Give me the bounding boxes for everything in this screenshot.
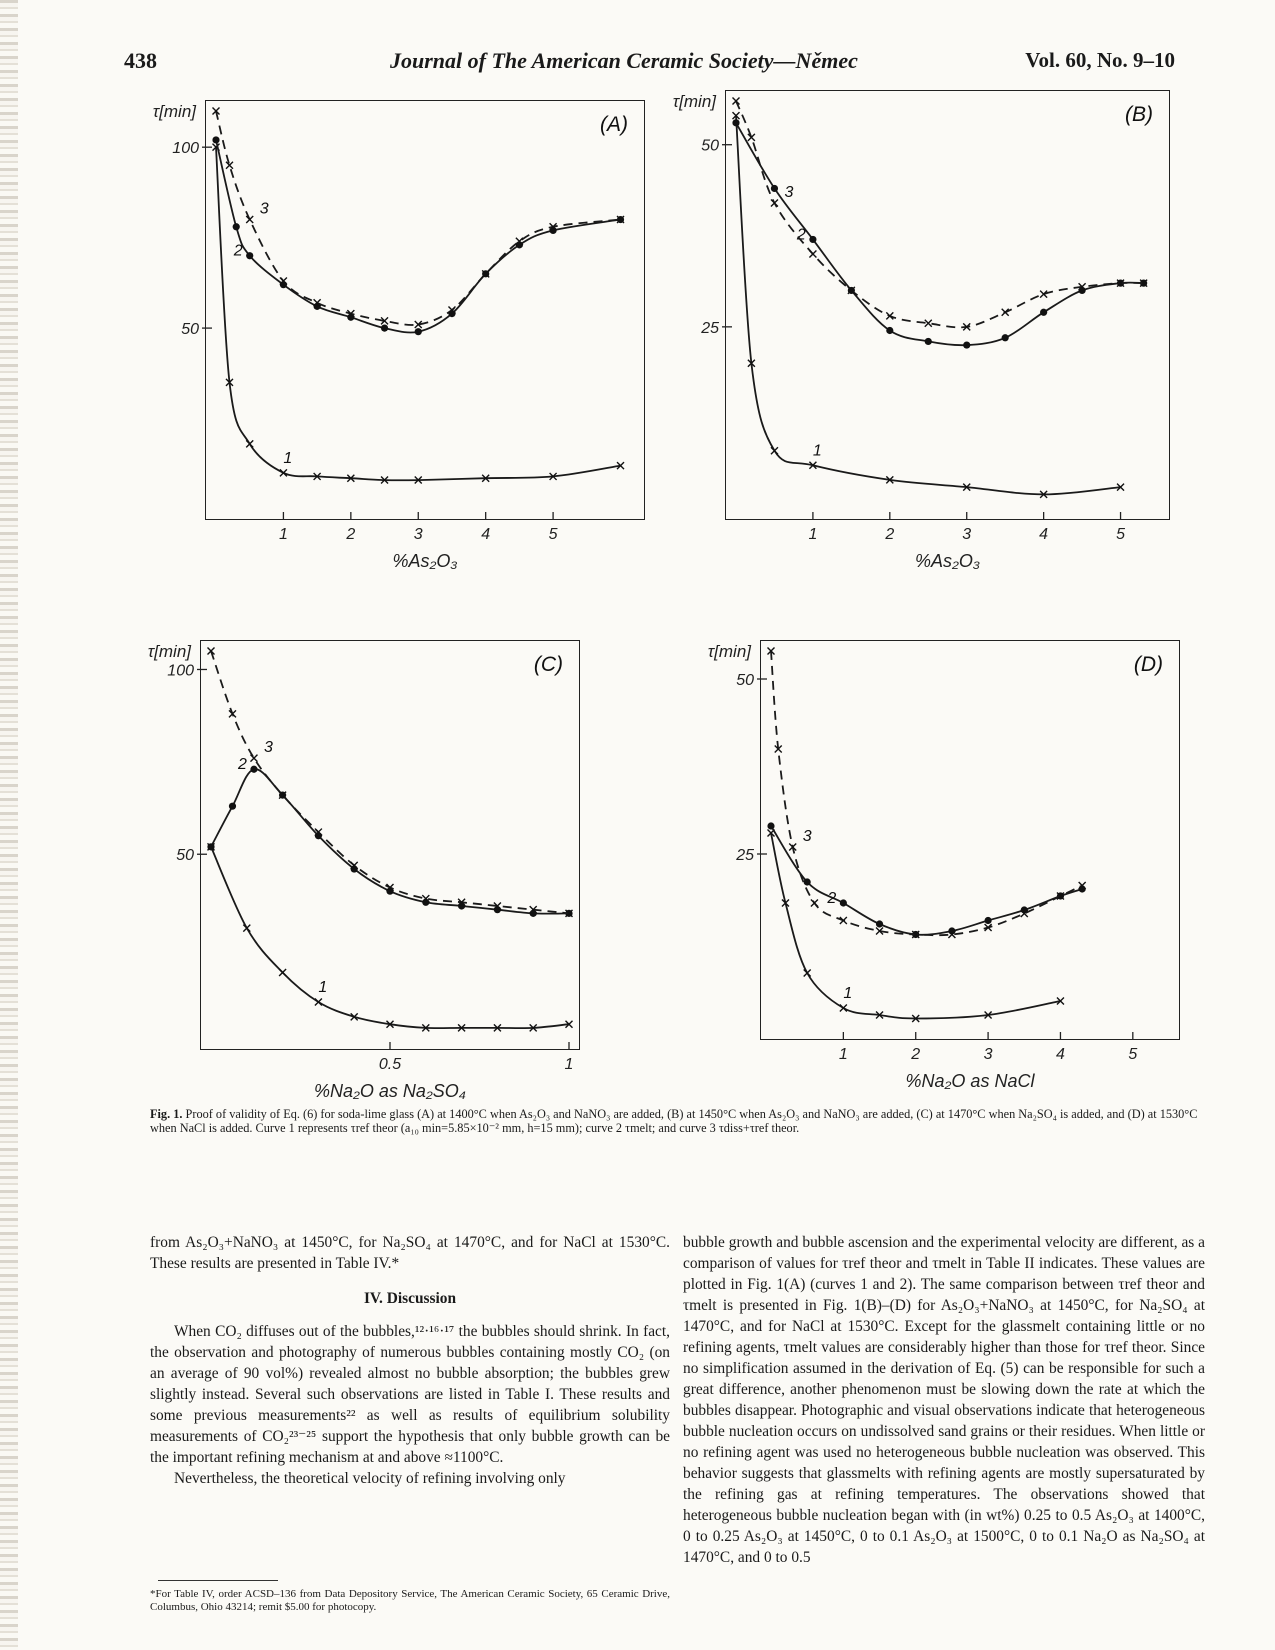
y-axis-label: τ[min] [672,92,716,111]
data-point [963,341,970,348]
data-point [771,185,778,192]
x-axis-label: %Na₂O as NaCl [905,1071,1035,1091]
page-number: 438 [124,48,157,73]
series-label-2: 2 [827,890,837,907]
data-point [351,865,358,872]
y-tick-label: 25 [736,847,754,864]
series-line-1 [736,116,1121,495]
y-axis-label: τ[min] [707,642,751,661]
scan-edge [0,0,18,1650]
x-tick-label: 5 [548,526,558,543]
x-tick-label: 5 [1128,1046,1138,1063]
data-point [1040,309,1047,316]
data-point [925,320,932,327]
series-line-3 [771,651,1082,935]
series-line-1 [211,847,569,1028]
series-line-3 [211,651,569,913]
chart-svg [152,101,644,571]
series-line-1 [771,833,1061,1019]
data-point [771,447,778,454]
data-point [886,312,893,319]
data-point [1002,334,1009,341]
chart-svg [707,641,1179,1091]
data-point [516,241,523,248]
panel-label: (B) [1125,103,1153,126]
data-point [280,469,287,476]
paragraph: When CO₂ diffuses out of the bubbles,¹²·¹⁶·¹⁷ the bubbles should shrink. In fact, the observation and photography of numerous bubbles containing mostly CO₂ (on an average of 90 vol%) revealed almost no bubble absorption; the bubbles grew slightly instead. Several such observations are listed in Table I. These results and some previous measurements²² as well as results of equilibrium solubility measurements of CO₂²³⁻²⁵ support the hypothesis that only bubble growth can be the important refining mechanism at and above ≈1100°C. [150,1323,670,1466]
panel-label: (D) [1133,653,1163,676]
chart-svg [147,641,579,1101]
chart-panel-d [707,640,1180,1091]
chart-panel-b [672,90,1170,571]
series-label-1: 1 [283,449,293,467]
figure-caption [150,1107,1200,1135]
data-point [233,223,240,230]
paragraph: bubble growth and bubble ascension and the experimental velocity are different, as a comparison of values for τref theor and τmelt in Table II indicates. These values are plotted in Fig. 1(A) (curves 1 and 2). The same comparison between τref theor and τmelt is presented in Fig. 1(B)–(D) for As₂O₃+NaNO₃ at 1450°C, for Na₂SO₄ at 1470°C, and for NaCl at 1530°C. Except for the glassmelt containing little or no refining agents, τmelt values are considerably higher than those for τref theor. Since no simplification assumed in the derivation of Eq. (5) can be responsible for such a great difference, another phenomenon must be slowing down the rate at which the bubbles disappear. Photographic and visual observations indicate that heterogeneous bubble nucleation occurs on undissolved sand grains or their residues. When little or no refining agent was used no heterogeneous bubble nucleation was observed. This behavior suggests that glassmelts with refining agents are mostly supersaturated by the refining gas at refining temperatures. The observations showed that heterogeneous bubble nucleation began with (in wt%) 0.25 to 0.5 As₂O₃ at 1400°C, 0 to 0.25 As₂O₃ at 1450°C, 0 to 0.1 As₂O₃ at 1500°C, 0 to 0.1 Na₂O as Na₂SO₄ at 1470°C, and 0 to 0.5 [683,1234,1205,1566]
x-tick-label: 5 [1116,526,1125,543]
y-tick-label: 50 [176,847,194,865]
data-point [767,822,774,829]
panel-label: (A) [600,113,628,136]
x-tick-label: 1 [564,1056,574,1073]
footnote: *For Table IV, order ACSD–136 from Data Depository Service, The American Ceramic Society, 65 Ceramic Drive, Columbus, Ohio 43214; remit $5.00 for photocopy. [150,1588,670,1613]
paragraph: Nevertheless, the theoretical velocity of refining involving only [174,1470,566,1487]
data-point [207,843,214,850]
data-point [246,216,253,223]
body-column-right [683,1232,1205,1568]
x-tick-label: 0.5 [378,1056,402,1073]
footnote-rule [158,1580,278,1581]
series-label-2: 2 [233,242,243,260]
series-line-2 [771,826,1082,935]
x-tick-label: 4 [481,526,491,543]
series-line-3 [216,111,621,325]
series-label-1: 1 [318,979,328,997]
data-point [250,755,257,762]
x-tick-label: 3 [983,1046,993,1063]
y-tick-label: 100 [172,140,199,158]
x-tick-label: 4 [1039,526,1049,543]
data-point [246,440,253,447]
chart-panel-a [152,100,645,571]
data-point [925,338,932,345]
x-tick-label: 2 [911,1046,921,1063]
chart-panel-c [147,640,580,1101]
series-label-3: 3 [802,828,812,845]
series-line-2 [216,140,621,333]
paragraph: from As₂O₃+NaNO₃ at 1450°C, for Na₂SO₄ at 1470°C, and for NaCl at 1530°C. These results are presented in Table IV.* [150,1234,670,1272]
y-axis-label: τ[min] [147,642,191,661]
data-point [732,119,739,126]
x-tick-label: 1 [838,1046,848,1063]
data-point [771,200,778,207]
series-label-2: 2 [237,756,247,774]
y-tick-label: 50 [736,672,754,689]
data-point [840,917,847,924]
data-point [840,1005,847,1012]
caption-text: Proof of validity of Eq. (6) for soda-lime glass (A) at 1400°C when As₂O₃ and NaNO₃ are added, (B) at 1450°C when As₂O₃ and NaNO₃ are added, (C) at 1470°C when Na₂SO₄ is added, and (D) at 1530°C when NaCl is added. Curve 1 represents τref theor (a₁₀ min=5.85×10⁻² mm, h=15 mm); curve 2 τmelt; and curve 3 τdiss+τref theor. [150,1107,1198,1135]
data-point [315,999,322,1006]
data-point [212,136,219,143]
body-column-left [150,1232,670,1489]
data-point [1002,309,1009,316]
figure-number: Fig. 1. [150,1107,183,1121]
panel-label: (C) [533,653,563,676]
data-point [804,878,811,885]
series-label-3: 3 [263,739,273,757]
x-tick-label: 1 [278,526,288,543]
data-point [876,920,883,927]
x-tick-label: 3 [413,526,423,543]
x-axis-label: %As₂O₃ [914,551,981,571]
data-point [809,251,816,258]
chart-svg [672,91,1169,571]
series-label-1: 1 [843,985,853,1002]
x-tick-label: 2 [885,526,895,543]
y-tick-label: 50 [181,321,199,339]
x-tick-label: 2 [346,526,356,543]
series-label-2: 2 [796,226,806,244]
data-point [246,252,253,259]
x-tick-label: 1 [808,526,818,543]
data-point [279,969,286,976]
running-title: Journal of The American Ceramic Society—Němec [390,48,858,73]
data-point [733,98,740,105]
volume-label: Vol. 60, No. 9–10 [1025,48,1175,72]
section-heading: IV. Discussion [363,1290,457,1307]
x-axis-label: %As₂O₃ [392,551,458,571]
y-axis-label: τ[min] [152,102,196,121]
series-label-3: 3 [259,200,269,218]
data-point [809,236,816,243]
data-point [886,327,893,334]
series-label-1: 1 [812,442,822,460]
data-point [381,324,388,331]
series-label-3: 3 [784,184,794,201]
y-tick-label: 50 [701,137,719,155]
data-point [984,917,991,924]
y-tick-label: 25 [701,319,719,337]
data-point [494,906,501,913]
series-line-1 [216,147,621,480]
y-tick-label: 100 [167,662,194,680]
data-point [250,766,257,773]
x-axis-label: %Na₂O as Na₂SO₄ [314,1081,466,1101]
data-point [415,328,422,335]
data-point [811,900,818,907]
data-point [229,803,236,810]
x-tick-label: 3 [962,526,972,543]
data-point [243,925,250,932]
data-point [804,970,811,977]
x-tick-label: 4 [1056,1046,1065,1063]
data-point [840,899,847,906]
